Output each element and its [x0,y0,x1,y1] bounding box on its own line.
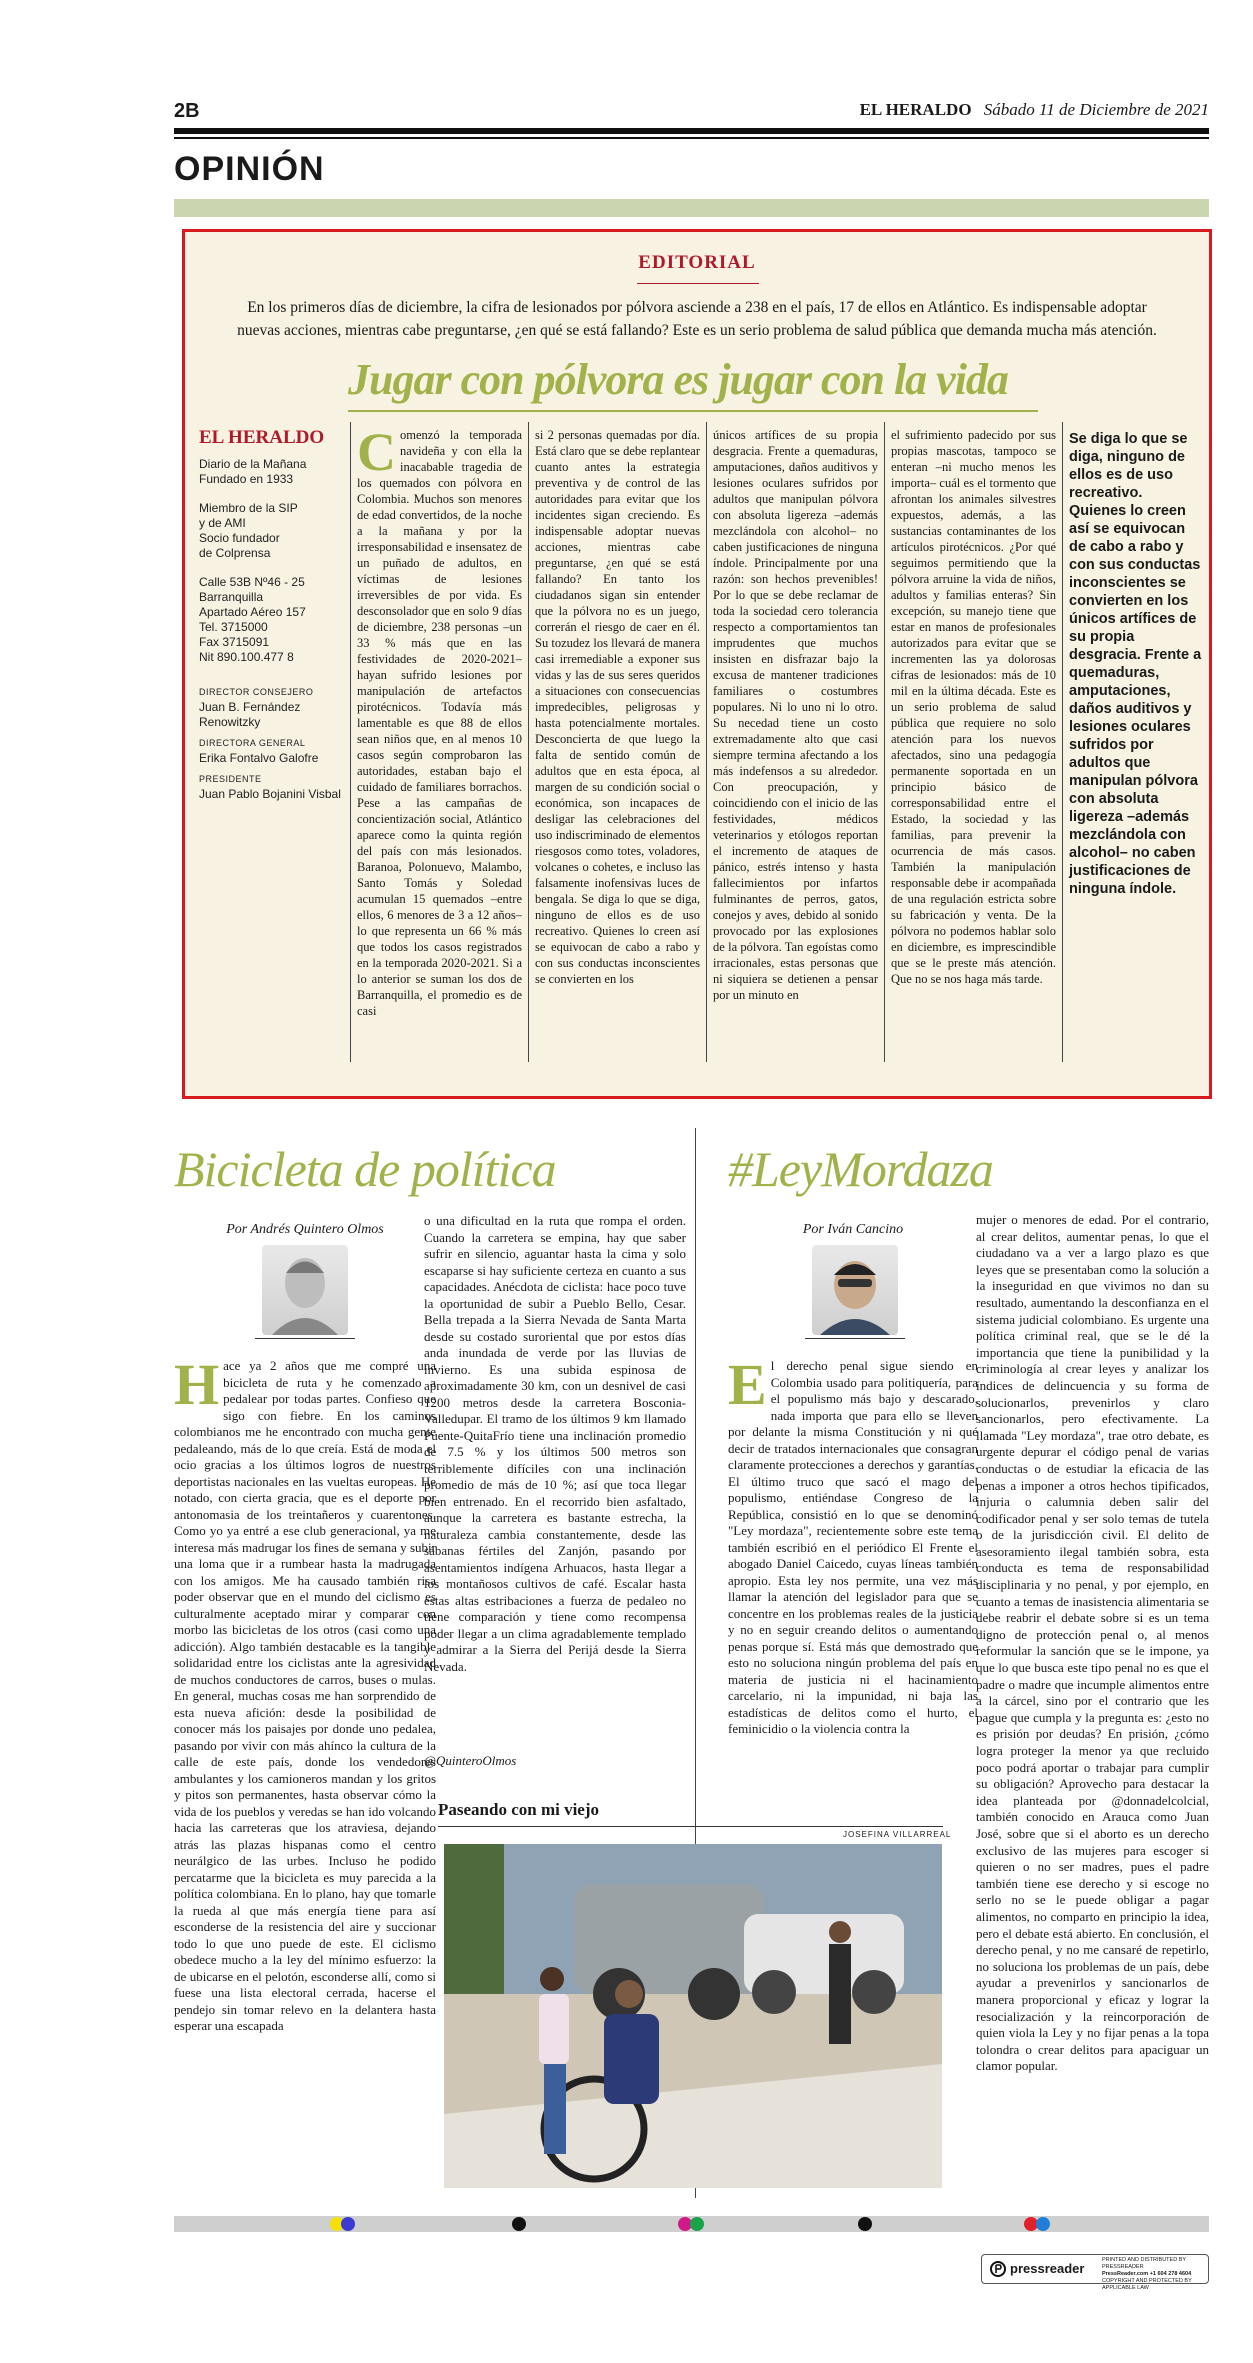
editorial-column-1 [357,427,522,1067]
column-divider [528,422,529,1062]
editorial-headline: Jugar con pólvora es jugar con la vida [348,355,1008,404]
column-divider [1062,422,1063,1062]
header-rule-thin [174,137,1209,139]
pressreader-badge [981,2254,1209,2291]
portrait-icon [812,1245,898,1335]
masthead-logo: EL HERALDO [199,427,325,448]
author-handle: @QuinteroOlmos [424,1753,517,1768]
pressreader-contact: PressReader.com +1 604 278 4604 [1102,2271,1192,2277]
editorial-column-3: únicos artífices de su propia desgracia. Frente a quemaduras, amputaciones, daños auditivos y lesiones oculares sufridos por adultos que manipulan pólvora con absoluta ligereza –además mezclándola con alcohol– no caben justificaciones de ninguna índole. Principalmente por una razón: son hechos prevenibles! Por lo que se debe reclamar de toda la sociedad cero tolerancia respecto a comportamientos tan imprudentes que muchos insisten en disfrazar bajo la excusa de mantener tradiciones familiares o costumbres populares. Ni lo uno ni lo otro. Su necedad tiene un costo extremadamente alto que casi siempre termina afectando a los más indefensos a su alrededor. Con preocupación, y coincidiendo con el inicio de las festividades, médicos veterinarios y etólogos reportan el incremento de ataques de pánico, estrés intenso y hasta fallecimientos por infartos fulminantes de perros, gatos, conejos y aves, debido al sonido provocado por las explosiones de la pólvora. Tan egoístas como irracionales, estas personas que ni siquiera se detienen a pensar por un minuto en [713,428,878,1002]
publication-date: Sábado 11 de Diciembre de 2021 [983,100,1209,119]
role-name: Juan B. Fernández Renowitzky [199,700,301,729]
editorial-label: EDITORIAL [638,252,756,273]
pressreader-brand: pressreader [1010,2261,1085,2276]
photo-rule [438,1826,943,1827]
section-accent-bar [174,199,1209,217]
registration-mark [690,2217,704,2231]
masthead-line: Socio fundador [199,531,280,545]
column-divider [350,422,351,1062]
photo-title: Paseando con mi viejo [438,1800,600,1819]
header-rule [174,128,1209,134]
editorial-lead: En los primeros días de diciembre, la cifra de lesionados por pólvora asciende a 238 en el país, 17 de ellos en Atlántico. Es indispensable adoptar nuevas acciones, mientras cabe preguntarse, ¿en qué se está fallando? Este es un serio problema de salud pública que demanda mucha más atención. [237,299,1157,339]
article1-column-2: o una dificultad en la ruta que rompa el orden. Cuando la carretera se empina, hay que saber sufrir en silencio, aguantar hasta la cima y solo escaparse si hay suficiente certeza en cuanto a sus capacidades. Anécdota de ciclista: hace poco tuve la oportunidad de subir a Pueblo Bello, Cesar. Bella trepada a la Sierra Nevada de Santa Marta desde su costado suroriental que por estos días anda inundada de verde por las lluvias de invierno. Es una subida espinosa de aproximadamente 30 km, con un desnivel de casi 1200 metros desde la carretera Bosconia-Valledupar. El tramo de los últimos 9 km llamado Puente-QuitaFrío tiene una inclinación promedio de 7.5 % y los últimos 500 metros son terriblemente difíciles con una inclinación promedio de más de 10 %; así que toca llegar bien entrenado. En el recorrido bien asfaltado, aunque la carretera es bastante estrecha, la naturaleza cambia constantemente, desde las sábanas fértiles del Zanjón, pasando por asentamientos indígena Arhuacos, hasta llegar a los montañosos cultivos de café. Escalar hasta estas altas estribaciones a fuerza de pedaleo no tiene comparación y tiene como recompensa poder llegar a un clima agradablemente templado y admirar a la Sierra del Perijá desde la Sierra Nevada. [424,1213,686,1674]
masthead-line: Calle 53B Nº46 - 25 [199,575,305,589]
page-header-right [860,100,1209,120]
role-name: Juan Pablo Bojanini Visbal [199,787,341,801]
editorial-column-2: si 2 personas quemadas por día. Está claro que se debe replantear cuanto antes la estrategia preventiva y de control de las autoridades para evitar que los incidentes sigan creciendo. Es indispensable adoptar nuevas acciones, mientras cabe preguntarse, ¿en qué se está fallando? En tanto los ciudadanos sigan sin entender que la pólvora no es un juego, correrán el riesgo de caer en él. Su tozudez los llevará de manera casi irremediable a exponer sus vidas y las de sus seres queridos a situaciones con consecuencias impredecibles, peligrosas y hasta potencialmente mortales. Desconcierta de que luego la falta de sentido común de adultos que en esta época, al margen de su condición social o económica, son incapaces de desligar las celebraciones del uso indiscriminado de elementos riesgosos como totes, voladores, volcanes o cohetes, e incluso las falsamente inofensivas luces de bengala. Se diga lo que se diga, ninguno de ellos es de uso recreativo. Quienes lo creen así se equivocan de cabo a rabo y con sus conductas inconscientes se convierten en los [535,428,700,986]
column-divider [884,422,885,1062]
masthead-line: Fundado en 1933 [199,472,294,486]
article1-column-1 [174,1358,436,2188]
paper-name: EL HERALDO [859,100,972,119]
section-title: OPINIÓN [174,150,325,188]
role-title: DIRECTORA GENERAL [199,738,306,748]
editorial-box [182,229,1212,1099]
street-photo [444,1844,942,2188]
pressreader-printed: PRINTED AND DISTRIBUTED BY PRESSREADER [1102,2257,1186,2270]
portrait-icon [262,1245,348,1335]
masthead-line: Tel. 3715000 [199,620,268,634]
role-title: PRESIDENTE [199,774,262,784]
portrait-rule [805,1338,905,1339]
editorial-dropcap: C [357,427,396,482]
headline-underline [348,410,1038,412]
masthead-line: de Colprensa [199,546,271,560]
masthead-line: Barranquilla [199,590,264,604]
article1-text: ace ya 2 años que me compré una bicicleta de ruta y he comenzado a pedalear por todas partes. Confieso que sigo con fiebre. En los caminos colombianos me he encontrado con mucha gente pedaleando, más de lo que creía. Está de moda el ocio gracias a los últimos logros de nuestros deportistas nacionales en las vueltas europeas. He notado, con cierta gracia, que es el deporte por antonomasia de los treintañeros y cuarentones. Como yo ya entré a ese club generacional, ya me interesa más madrugar los fines de semana y subir una loma que ir a rumbear hasta la madrugada con los amigos. Me ha causado también risa poder observar que en el mundo del ciclismo es culturalmente aceptado mirar y comparar con morbo las bicicletas de los otros (casi como una adicción). Algo también destacable es la tangible solidaridad entre los ciclistas ante la agresividad de muchos conductores de carros, buses o mulas. En general, muchas cosas me han sorprendido de esta nueva afición: desde la posibilidad de conocer más los paisajes por donde uno pedalea, pasando por vivir con más ahínco la cultura de la calle de este país, donde los vendedores ambulantes y los camioneros mandan y los gritos y pitos son permanentes, hasta observar cómo la vida de los pueblos y veredas se han ido volcando hacia las carreteras que los atraviesa, dejando atrás las plazas hispanas como el centro neurálgico de las urbes. Incluso he podido percatarme que la bicicleta es muy parecida a la política colombiana. En lo plano, hay que tomarle la rueda al que más energía tiene para así esconderse de la resistencia del aire y succionar todo lo que uno puede de este. El ciclismo obedece mucho a la ley del mínimo esfuerzo: la de ubicarse en el pelotón, esconderse allí, como si fuese una lista electoral cerrada, hacerse el pendejo sin tomar relevo en la delantera hasta esperar una escapada [174,1358,436,2033]
role-name: Erika Fontalvo Galofre [199,751,319,765]
masthead-line: Fax 3715091 [199,635,270,649]
portrait-rule [255,1338,355,1339]
registration-mark [341,2217,355,2231]
pressreader-copyright: COPYRIGHT AND PROTECTED BY APPLICABLE LAW [1102,2278,1192,2291]
pressreader-info [1102,2257,1206,2292]
registration-mark [512,2217,526,2231]
page-number: 2B [174,100,200,122]
article2-text: l derecho penal sigue siendo en Colombia usado para politiquería, para el populismo más bajo y descarado, nada importa que para ello se lleven por delante la misma Constitución y ni qué decir de tratados internacionales que consagran claramente protecciones a derechos y garantías. El último truco que sacó el mago del populismo, entiéndase Congreso de la República, consistió en lo que se denominó "Ley mordaza", recientemente sobre este tema también escribió en el periódico El Frente el abogado Daniel Caicedo, cuyas líneas también apropio. Esta ley nos permite, una vez más llamar la atención del legislador para que se concentre en los problemas reales de la justicia y no en seguir creando delitos o aumentando penas porque sí. Está más que demostrado que esto no soluciona ningún problema del país en materia de justicia ni el hacinamiento carcelario, ni la impunidad, ni baja las estadísticas de delitos como el hurto, el feminicidio o la violencia contra la [728,1358,978,1736]
article2-headline: #LeyMordaza [728,1141,993,1197]
pull-quote: Se diga lo que se diga, ninguno de ellos es de uso recreativo. Quienes lo creen así se equivocan de cabo a rabo y con sus conductas inconscientes se convierten en los únicos artífices de su propia desgracia. Frente a quemaduras, amputaciones, daños auditivos y lesiones oculares sufridos por adultos que manipulan pólvora con absoluta ligereza –además mezclándola con alcohol– no caben justificaciones de ninguna índole. [1069,431,1202,897]
article1-headline: Bicicleta de política [174,1141,556,1197]
photo-credit: JOSEFINA VILLARREAL [843,1830,952,1839]
article2-dropcap: E [728,1358,767,1417]
pressreader-icon [990,2261,1006,2277]
role-title: DIRECTOR CONSEJERO [199,687,314,697]
article2-byline: Por Iván Cancino [802,1222,904,1237]
article1-byline: Por Andrés Quintero Olmos [226,1222,384,1237]
masthead-line: y de AMI [199,516,246,530]
editorial-label-rule [637,283,759,284]
author-portrait [812,1245,898,1335]
editorial-column-4: el sufrimiento padecido por sus propias mascotas, tampoco se enteran –ni mucho menos les importa– cuál es el tormento que afrontan los animales silvestres expuestos, además, a las sustancias contaminantes de los artículos pirotécnicos. ¿Por qué seguimos permitiendo que la pólvora arruine la vida de niños, adultos y familias enteras? Sin excepción, su manejo tiene que estar en manos de profesionales autorizados para evitar que se incrementen las ya dolorosas cifras de lesionados: más de 10 mil en la última década. Este es un serio problema de salud pública que requiere no solo atención para los nuevos afectados, sino una pedagogía permanente soportada en un principio básico de corresponsabilidad entre el Estado, la sociedad y las familias, para prevenir la ocurrencia de más casos. También la manipulación responsable debe ir acompañada de una regulación estricta sobre su fabricación y venta. De la pólvora no podemos hablar solo en diciembre, es imprescindible que se le preste más atención. Que no se nos haga más tarde. [891,428,1056,986]
article1-dropcap: H [174,1358,220,1417]
photo-image [444,1844,942,2188]
masthead-line: Miembro de la SIP [199,501,298,515]
article2-column-1 [728,1358,978,1778]
column-divider [706,422,707,1062]
masthead-line: Apartado Aéreo 157 [199,605,306,619]
article2-column-2: mujer o menores de edad. Por el contrario, al crear delitos, aumentar penas, lo que el ciudadano va a ver a largo plazo es que leyes que se presentaban como la solución a la inseguridad en que vivimos no dan su resultado, aumentando la desconfianza en el sistema judicial colombiano. Es urgente una política criminal real, que se le dé la importancia que tiene la punibilidad y la criminología al crear leyes y analizar los índices de delincuencia y su forma de solucionarlos, prevenirlos y claro sancionarlos, pero efectivamente. La llamada "Ley mordaza", trae otro debate, es urgente depurar el código penal de varias conductas o de estudiar la eficacia de las penas a imponer a otros hechos tipificados, injuria o calumnia deben salir del codificador penal y ser solo temas de tutela o de la jurisdicción civil. El delito de asesoramiento ilegal también sobra, esta conducta es tema de responsabilidad disciplinaria y no penal, y por ejemplo, en cuanto a temas de inasistencia alimentaria se debe reabrir el debate sobre si es un tema digno de protección penal o, al menos reformular la sanción que se le impone, ya que lo que busca este tipo penal no es que el padre o madre que incumple alimentos entre a la cárcel, sino por el contrario que les pague que cumpla y la pregunta es: ¿esto no es prisión por deudas? En prisión, ¿cómo logra proteger la menor ya que recluido poco podrá aportar o trabajar para cumplir su obligación? Aprovecho para destacar la idea planteada por @donnadelcolcial, también conocido en Arauca como Juan José, sobre que si el aborto es un derecho exclusivo de las mujeres para escoger si quieren o no ser madres, pues el padre también tiene ese derecho y si escoge no serlo no se le puede obligar a pagar alimentos, no comparto en principio la idea, pero el debate está abierto. En conclusión, el derecho penal, y no me cansaré de repetirlo, no soluciona los problemas de un país, debe ayudar a prevenirlos y sancionarlos de manera proporcional y eficaz y lograr la resocialización y la reincorporación de quien viola la Ley y no fijar penas a la topa tolondra o crear delitos para apaciguar un clamor popular. [976,1212,1209,2074]
masthead-line: Nit 890.100.477 8 [199,650,294,664]
editorial-text: omenzó la temporada navideña y con ella la inacabable tragedia de los quemados con pólvora en Colombia. Muchos son menores de edad convertidos, de la noche a la mañana y por la irresponsabilidad e insensatez de un puñado de adultos, en víctimas de lesiones irreversibles de por vida. Es desconsolador que en solo 9 días de diciembre, 238 personas –un 33 % más que en las festividades de 2020-2021– hayan sufrido lesiones por manipulación de artefactos pirotécnicos. Todavía más lamentable es que 88 de ellos sean niños que, en al menos 10 casos según comprobaron las autoridades, estaban bajo el cuidado de familiares borrachos. Pese a las campañas de concientización social, Atlántico aparece como la quinta región del país con más lesionados. Baranoa, Polonuevo, Malambo, Santo Tomás y Soledad acumulan 15 quemados –entre ellos, 6 menores de 3 a 12 años– lo que representa un 66 % más que todos los casos registrados en la temporada 2020-2021. Si a lo anterior se suman los dos de Barranquilla, el promedio es de casi [357,428,522,1018]
registration-mark [1036,2217,1050,2231]
masthead-line: Diario de la Mañana [199,457,307,471]
registration-mark [858,2217,872,2231]
masthead [199,427,349,802]
author-portrait [262,1245,348,1335]
